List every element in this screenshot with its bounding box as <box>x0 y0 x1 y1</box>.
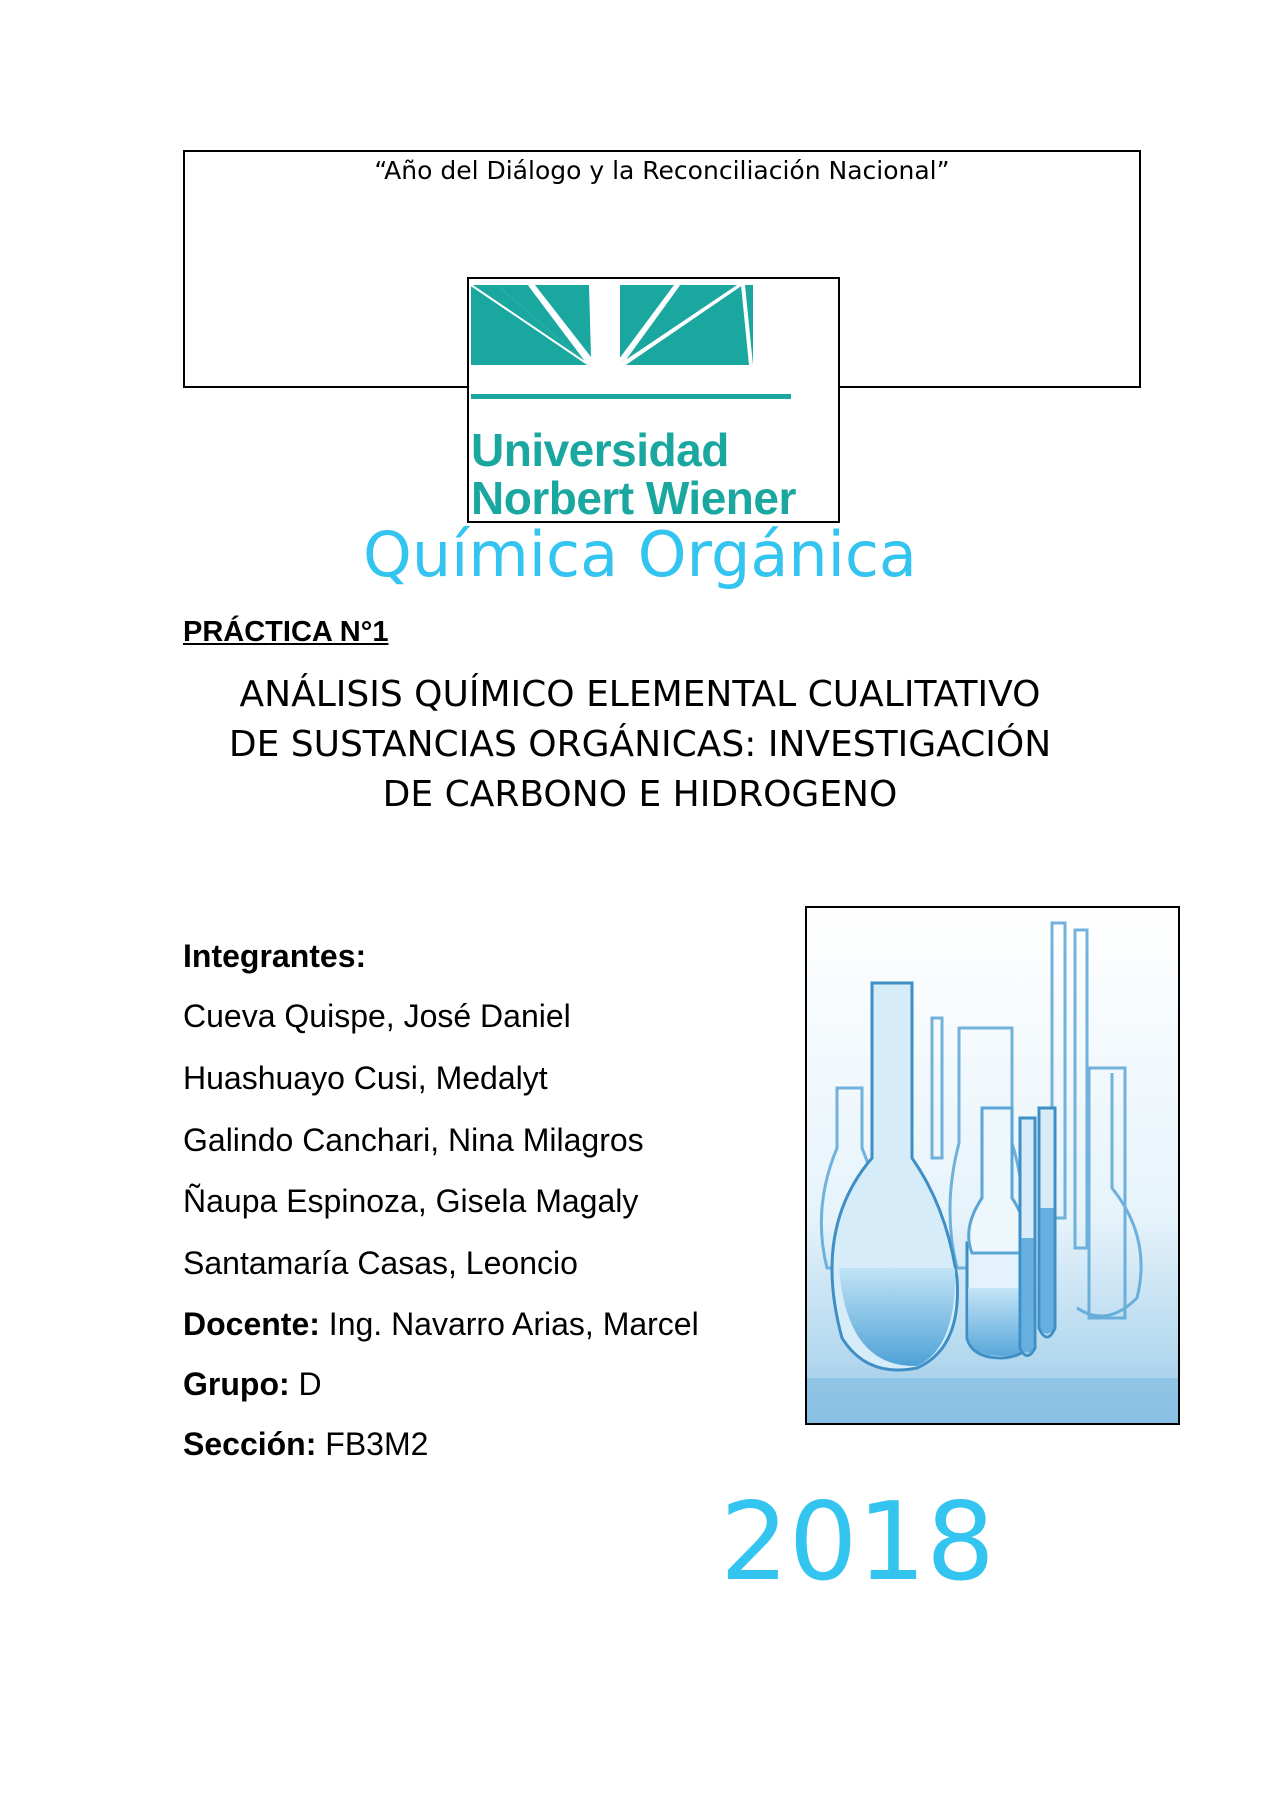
member-name: Cueva Quispe, José Daniel <box>183 998 571 1034</box>
member-name: Santamaría Casas, Leoncio <box>183 1245 578 1281</box>
logo-line-1: Universidad <box>471 424 729 476</box>
year-text: 2018 <box>720 1480 995 1605</box>
seccion-value: FB3M2 <box>325 1426 429 1462</box>
practice-number: PRÁCTICA N°1 <box>183 616 389 648</box>
seccion-label: Sección: <box>183 1426 317 1462</box>
grupo-label: Grupo: <box>183 1366 290 1402</box>
report-title <box>150 670 1130 820</box>
seccion-line <box>183 1426 428 1463</box>
title-line-2: DE SUSTANCIAS ORGÁNICAS: INVESTIGACIÓN <box>228 724 1052 765</box>
title-line-1: ANÁLISIS QUÍMICO ELEMENTAL CUALITATIVO <box>239 674 1041 715</box>
logo-line-2: Norbert Wiener <box>471 472 796 523</box>
motto-text: “Año del Diálogo y la Reconciliación Nacional” <box>374 156 950 185</box>
members-heading: Integrantes: <box>183 938 367 974</box>
member-name: Ñaupa Espinoza, Gisela Magaly <box>183 1183 639 1219</box>
docente-value: Ing. Navarro Arias, Marcel <box>328 1306 699 1342</box>
grupo-value: D <box>298 1366 322 1402</box>
subject-title: Química Orgánica <box>363 518 917 591</box>
university-logo <box>467 277 840 523</box>
glassware-illustration <box>807 908 1178 1423</box>
docente-label: Docente: <box>183 1306 320 1342</box>
member-name: Huashuayo Cusi, Medalyt <box>183 1060 548 1096</box>
lab-glassware-image <box>805 906 1180 1425</box>
docente-line <box>183 1306 699 1343</box>
grupo-line <box>183 1366 322 1403</box>
member-name: Galindo Canchari, Nina Milagros <box>183 1122 644 1158</box>
title-line-3: DE CARBONO E HIDROGENO <box>382 774 898 815</box>
